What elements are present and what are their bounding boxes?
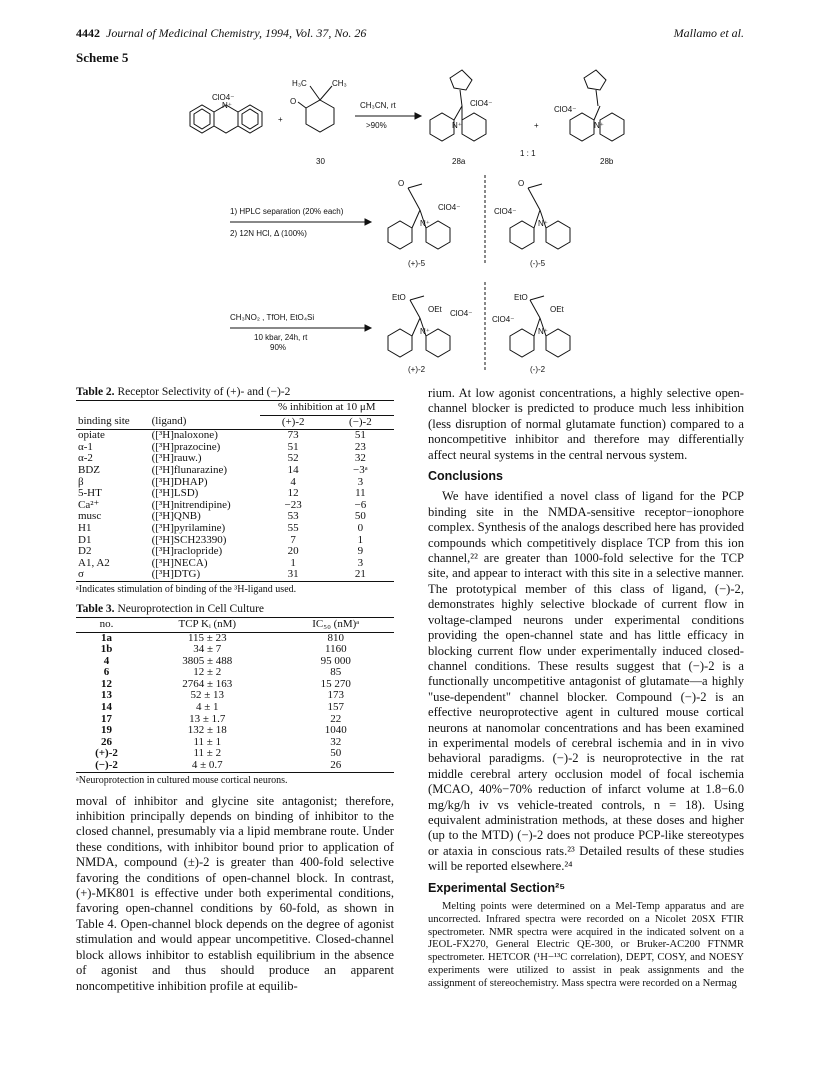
table2-cell-minus: 1 (357, 533, 364, 546)
table3-col-ki: TCP Kᵢ (nM) (137, 617, 278, 632)
table3-cell-ki: 4 ± 1 (196, 701, 219, 714)
table2-cell-minus: 3 (357, 556, 364, 569)
compound-plus-5-label: (+)-5 (408, 259, 426, 268)
table2-cell-ligand: ([³H]pyrilamine) (151, 521, 226, 534)
table2-col-ligand: (ligand) (150, 415, 260, 430)
table2-cell-minus: 0 (357, 521, 364, 534)
table2-cell-plus: 7 (290, 533, 296, 546)
table3-cell-no: 1a (101, 631, 113, 644)
table3-cell-ki: 132 ± 18 (187, 724, 227, 737)
table2-row (76, 430, 394, 442)
table3-cell-no: 17 (101, 712, 113, 725)
table3-row (76, 760, 394, 772)
table2-cell-site: musc (78, 510, 102, 523)
oxygen-label-plus-5: O (398, 179, 405, 188)
right-column (428, 386, 744, 991)
table3-cell-ki: 115 ± 23 (187, 631, 227, 644)
table2-cell-ligand: ([³H]LSD) (151, 487, 199, 500)
oxygen-label-30: O (290, 97, 297, 106)
structure-28b (570, 70, 624, 141)
table2-cell-minus: 50 (354, 510, 366, 523)
table3-cell-no: (+)-2 (95, 747, 118, 760)
table2-cell-ligand: ([³H]prazocine) (151, 440, 221, 453)
nitrogen-label-28a: N⁺ (452, 121, 462, 130)
table2-row (76, 511, 394, 523)
nitrogen-label-minus-5: N⁺ (538, 219, 548, 228)
table3-cell-ic50: 85 (330, 666, 342, 679)
nitrogen-label-acridinium: N⁺ (222, 101, 232, 110)
dioxanone-structure (298, 86, 334, 132)
table2-cell-site: H1 (78, 521, 92, 534)
table2-cell-ligand: ([³H]nitrendipine) (151, 498, 231, 511)
table2-row (76, 523, 394, 535)
table3-label: Table 3. (76, 602, 115, 615)
step3-line1: CH₃NO₂ , TfOH, EtO₄Si (230, 313, 315, 322)
oxygen-label-minus-5: O (518, 179, 525, 188)
table2-cell-minus: 51 (354, 429, 366, 442)
table2-row (76, 477, 394, 489)
table3-cell-no: 4 (103, 654, 110, 667)
table2-cell-site: Ca²⁺ (78, 498, 100, 511)
perchlorate-label-minus-5: ClO4⁻ (494, 207, 517, 216)
table2-cell-minus: 21 (354, 568, 366, 581)
nitrogen-label-minus-2: N⁺ (538, 327, 548, 336)
compound-28a-label: 28a (452, 157, 466, 166)
table2-row (76, 465, 394, 477)
scheme-diagram (170, 60, 730, 380)
ch3-label: CH₃ (332, 79, 347, 88)
table2-cell-ligand: ([³H]DTG) (151, 568, 201, 581)
table2-cell-minus: −6 (354, 498, 367, 511)
experimental-text (428, 901, 744, 991)
left-body-text (76, 794, 394, 994)
table3 (76, 617, 394, 773)
table3-row (76, 656, 394, 668)
oet-label-plus-2: OEt (428, 305, 442, 314)
conclusions-paragraph: We have identified a novel class of ligand for the PCP binding site in the NMDA-sensitive receptor−ionophore complex. Synthesis of the analogs described here has provided compounds which competitively displace TCP from this ion channel,²² are greater than 1000-fold selective for the TCP site, and appear to interact with this site in a selective manner. The prototypical member of this class of ligand, (−)-2, demonstrates highly selective blockade of current flow in voltage-clamped neurons under experimental conditions providing the open-channel state and has little efficacy in blocking current flow under experimentally induced closed-channel conditions. These results suggest that (−)-2 is a functionally uncompetitive antagonist of glutamate—a highly "use-dependent" channel blocker. Compound (−)-2 is an effective neuroprotective agent in cultured mouse cortical neurons at nanomolar concentrations and has been examined in experimental models of cerebral ischemia and in in vivo behavioral paradigms. (−)-2 is neuroprotective in the rat middle cerebral artery occlusion model of focal ischemia (MCAO, 40%−70% reduction of infarct volume at 1.8−6.0 mg/kg/h iv vs vehicle-treated controls, n = 18). Using equivalent administration methods, at these doses and higher (up to the MTD) (−)-2 does not produce PCP-like stereotypes or ataxia in conscious rats.²³ Detailed results of these studies will be reported elsewhere.²⁴ (428, 489, 744, 874)
right-paragraph-continued: rium. At low agonist concentrations, a highly selective open-channel blocker is predicted to produce much less inhibition (less disruption of normal glutamate function) compared to a noncompetitive inhibitor and therefore may differentially affect neural systems in the central nervous system. (428, 386, 744, 462)
table3-cell-ic50: 810 (327, 631, 345, 644)
table2-label: Table 2. (76, 386, 115, 398)
compound-minus-5-label: (-)-5 (530, 259, 546, 268)
table3-row (76, 737, 394, 749)
table2-cell-minus: 3 (357, 475, 364, 488)
compound-minus-2-label: (-)-2 (530, 365, 546, 374)
table2-row (76, 453, 394, 465)
table2-cell-plus: 1 (290, 556, 296, 569)
table2-cell-site: 5-HT (78, 487, 102, 500)
isomer-ratio: 1 : 1 (520, 149, 536, 158)
table3-cell-ki: 11 ± 1 (193, 735, 222, 748)
table2-cell-site: D2 (78, 545, 92, 558)
table2-cell-ligand: ([³H]DHAP) (151, 475, 208, 488)
table3-cell-ki: 13 ± 1.7 (189, 712, 226, 725)
eto-label-minus-2: EtO (514, 293, 528, 302)
step1-yield: >90% (366, 121, 387, 130)
table3-cell-ki: 4 ± 0.7 (191, 759, 223, 772)
table2-cell-plus: 53 (287, 510, 299, 523)
table2-cell-plus: 31 (287, 568, 299, 581)
table2-cell-plus: 12 (287, 487, 299, 500)
table2-cell-ligand: ([³H]naloxone) (151, 429, 218, 442)
table2-cell-ligand: ([³H]raclopride) (151, 545, 223, 558)
table2-row (76, 442, 394, 454)
nitrogen-label-28b: N⁺ (594, 121, 604, 130)
table2-row (76, 546, 394, 558)
step3-line3: 90% (270, 343, 287, 352)
running-head-authors: Mallamo et al. (673, 26, 744, 40)
table3-footnote: ᵃNeuroprotection in cultured mouse cortical neurons. (76, 774, 288, 786)
step2-line2: 2) 12N HCl, Δ (100%) (230, 229, 307, 238)
compound-28b-label: 28b (600, 157, 614, 166)
table3-row (76, 644, 394, 656)
compound-plus-2-label: (+)-2 (408, 365, 426, 374)
table2-cell-site: BDZ (78, 463, 100, 476)
table3-title: Neuroprotection in Cell Culture (117, 602, 265, 615)
table2-cell-site: α-2 (78, 452, 93, 465)
conclusions-heading: Conclusions (428, 469, 504, 484)
table2-cell-plus: −23 (284, 498, 302, 511)
table3-cell-ic50: 22 (330, 712, 342, 725)
eto-label-plus-2: EtO (392, 293, 406, 302)
table3-cell-ic50: 1160 (324, 643, 347, 656)
table3-cell-ki: 3805 ± 488 (182, 654, 233, 667)
table3-row (76, 702, 394, 714)
table3-cell-ic50: 32 (330, 735, 342, 748)
nitrogen-label-plus-2: N⁺ (420, 327, 430, 336)
table2-cell-site: β (78, 475, 84, 488)
table2-cell-plus: 73 (287, 429, 299, 442)
table3-col-ic50: IC₅₀ (nM)ᵃ (278, 617, 394, 632)
table3-row (76, 748, 394, 760)
table2-row (76, 500, 394, 512)
table2-group-header: % inhibition at 10 μM (260, 401, 394, 416)
table3-cell-ic50: 173 (327, 689, 345, 702)
perchlorate-label-28b: ClO4⁻ (554, 105, 577, 114)
perchlorate-label-plus-2: ClO4⁻ (450, 309, 473, 318)
perchlorate-label-minus-2: ClO4⁻ (492, 315, 515, 324)
running-head-left (76, 26, 366, 41)
table2-cell-ligand: ([³H]NECA) (151, 556, 208, 569)
step2-line1: 1) HPLC separation (20% each) (230, 207, 344, 216)
table3-cell-no: 13 (101, 689, 113, 702)
table2 (76, 400, 394, 582)
table2-col-site: binding site (76, 415, 150, 430)
table2-row (76, 569, 394, 581)
table2-body (76, 430, 394, 582)
structure-plus-5 (388, 184, 450, 249)
table2-cell-ligand: ([³H]SCH23390) (151, 533, 227, 546)
table3-cell-ic50: 50 (330, 747, 342, 760)
table3-cell-ki: 11 ± 2 (193, 747, 222, 760)
table3-cell-no: 26 (101, 735, 113, 748)
plus-sign-1: + (278, 115, 283, 124)
table2-footnote: ᵃIndicates stimulation of binding of the ³H-ligand used. (76, 583, 297, 595)
table2-cell-site: σ (78, 568, 84, 581)
table3-col-no: no. (76, 617, 137, 632)
table2-cell-plus: 51 (287, 440, 299, 453)
journal-citation: Journal of Medicinal Chemistry, 1994, Vol. 37, No. 26 (106, 26, 367, 40)
step3-line2: 10 kbar, 24h, rt (254, 333, 308, 342)
page-number: 4442 (76, 26, 100, 40)
table3-cell-ki: 12 ± 2 (193, 666, 222, 679)
compound-30-label: 30 (316, 157, 325, 166)
table3-row (76, 725, 394, 737)
table2-row (76, 488, 394, 500)
table2-row (76, 535, 394, 547)
scheme-title: Scheme 5 (76, 50, 129, 65)
table2-cell-site: α-1 (78, 440, 93, 453)
structure-minus-5 (510, 184, 570, 249)
table2-cell-plus: 4 (290, 475, 296, 488)
table2-cell-minus: 23 (354, 440, 366, 453)
left-column (76, 386, 394, 994)
table2-cell-minus: 32 (354, 452, 366, 465)
table3-cell-no: 1b (100, 643, 113, 656)
h3c-label: H₃C (292, 79, 307, 88)
table2-caption (76, 386, 394, 398)
table3-cell-ic50: 26 (330, 759, 342, 772)
perchlorate-label-28a: ClO4⁻ (470, 99, 493, 108)
nitrogen-label-plus-5: N⁺ (420, 219, 430, 228)
table3-cell-no: (−)-2 (95, 759, 118, 772)
table2-cell-site: D1 (78, 533, 92, 546)
table2-cell-site: opiate (78, 429, 105, 442)
table2-col-minus: (−)-2 (327, 415, 394, 430)
table2-cell-plus: 14 (287, 463, 299, 476)
table3-cell-ki: 52 ± 13 (190, 689, 225, 702)
table2-cell-plus: 55 (287, 521, 299, 534)
table2-title: Receptor Selectivity of (+)- and (−)-2 (117, 386, 291, 398)
running-head (76, 26, 744, 42)
table3-body (76, 632, 394, 772)
table3-cell-ic50: 157 (327, 701, 345, 714)
table3-cell-no: 19 (101, 724, 113, 737)
table3-cell-ki: 2764 ± 163 (182, 677, 233, 690)
left-paragraph: moval of inhibitor and glycine site antagonist; therefore, inhibition principally depends on binding of inhibitor to the closed channel, presumably via a lipid membrane route. Under these conditions, with inhibitor bound prior to application of NMDA, compound (±)-2 is greater than 400-fold selective favoring the conditions of open-channel block. In contrast, (+)-MK801 is effective under both experimental conditions, favoring open-channel conditions by 60-fold, as shown in Table 4. Open-channel block depends on the degree of agonist stimulation and would appear uncompetitive. Closed-channel block allows inhibitor to establish equilibrium in the absence of agonist and thus should produce an apparent noncompetitive inhibition profile at equilib- (76, 793, 394, 993)
table3-cell-ic50: 1040 (324, 724, 347, 737)
table2-cell-minus: −3ᵃ (353, 463, 368, 476)
step1-conditions: CH₃CN, rt (360, 101, 396, 110)
table2-row (76, 558, 394, 570)
table3-cell-no: 12 (101, 677, 113, 690)
table3-cell-ic50: 15 270 (320, 677, 351, 690)
table2-cell-plus: 52 (287, 452, 299, 465)
experimental-heading: Experimental Section²⁵ (428, 880, 566, 895)
table2-col-plus: (+)-2 (260, 415, 327, 430)
table3-caption (76, 603, 394, 615)
table2-cell-site: A1, A2 (78, 556, 110, 569)
table2-cell-ligand: ([³H]rauw.) (151, 452, 202, 465)
table3-cell-no: 6 (103, 666, 110, 679)
table3-cell-ki: 34 ± 7 (193, 643, 222, 656)
table2-cell-minus: 11 (355, 487, 366, 500)
table3-cell-no: 14 (101, 701, 113, 714)
table2-cell-minus: 9 (357, 545, 364, 558)
perchlorate-label-plus-5: ClO4⁻ (438, 203, 461, 212)
experimental-paragraph: Melting points were determined on a Mel-Temp apparatus and are uncorrected. Infrared spectra were recorded on a Nicolet 20SX FTIR spectrometer. NMR spectra were acquired in the indicated solvent on a JEOL-FX270, General Electric QE-300, or Bruker-AC200 FTNMR spectrometer. HETCOR (¹H−¹³C correlation), DEPT, COSY, and NOESY experiments were utilized to assist in peak assignments and the assignment of stereochemistry. Mass spectra were recorded on a Nermag (428, 901, 744, 989)
scheme-svg (170, 60, 730, 380)
table2-cell-ligand: ([³H]flunarazine) (151, 463, 228, 476)
table2-cell-ligand: ([³H]QNB) (151, 510, 201, 523)
table3-row (76, 690, 394, 702)
plus-sign-2: + (534, 121, 539, 130)
table2-cell-plus: 20 (287, 545, 299, 558)
table3-row (76, 679, 394, 691)
right-body-text (428, 386, 744, 896)
perchlorate-label-30: ClO4⁻ (212, 93, 235, 102)
oet-label-minus-2: OEt (550, 305, 564, 314)
table3-cell-ic50: 95 000 (320, 654, 351, 667)
